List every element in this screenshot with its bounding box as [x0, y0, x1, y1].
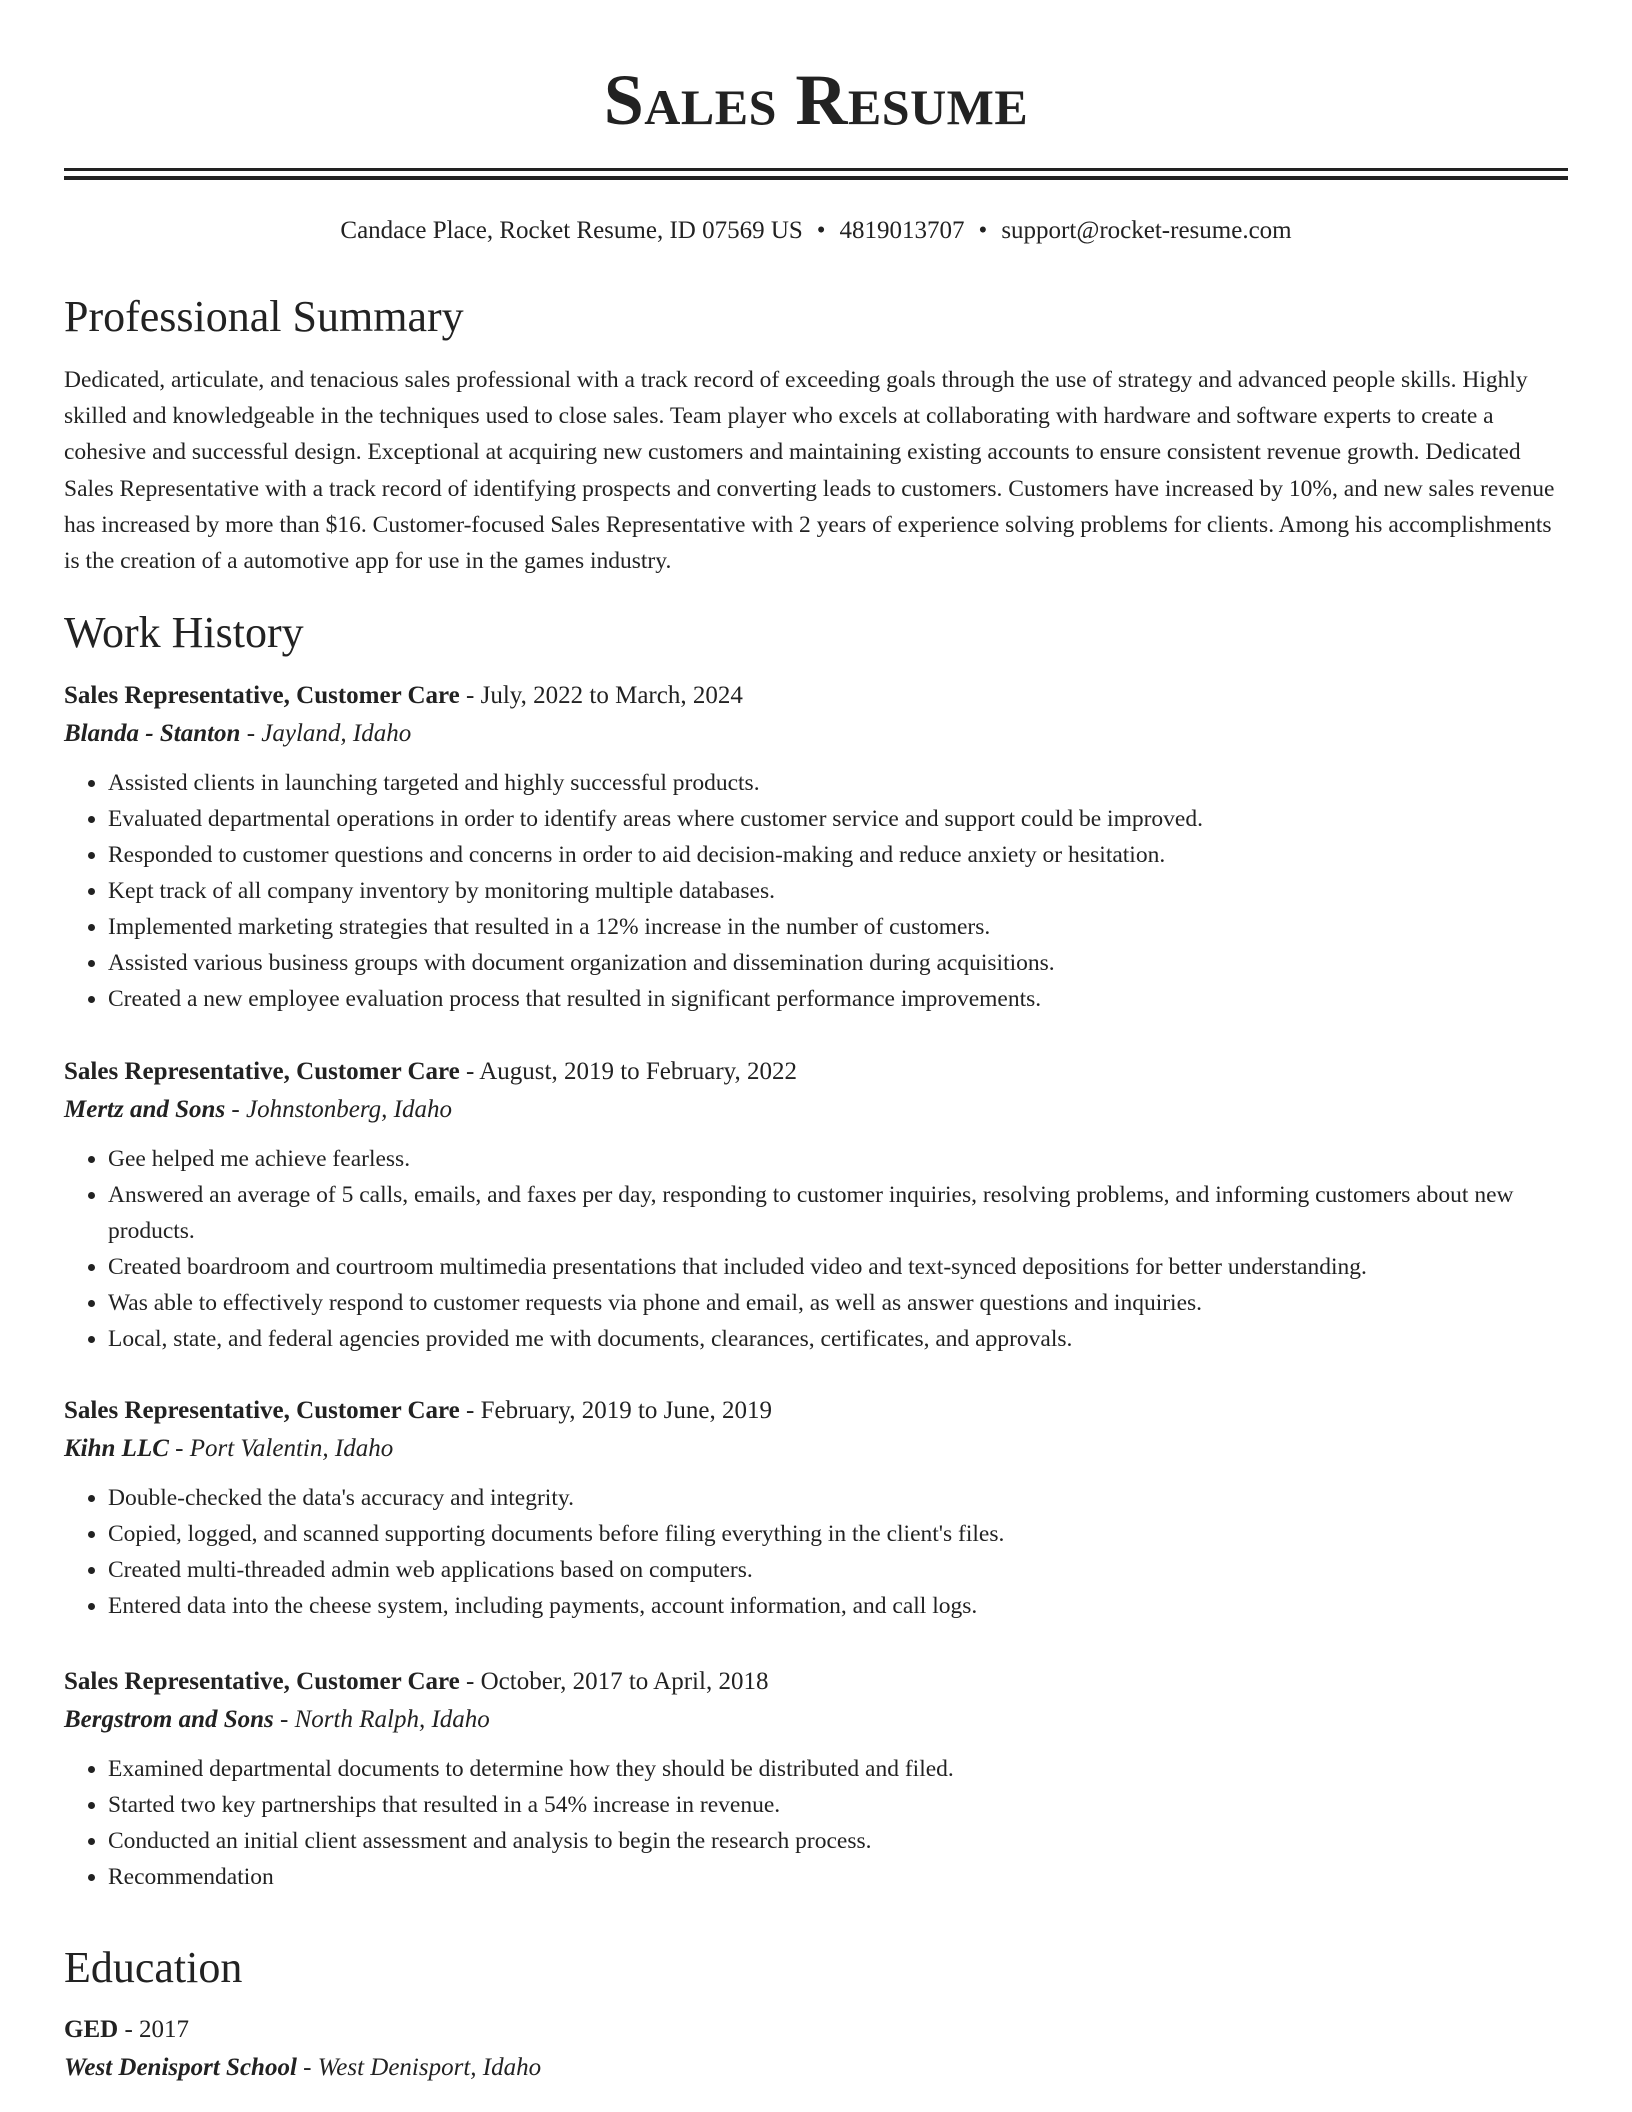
job-title: Sales Representative, Customer Care [64, 1058, 460, 1085]
job-company: Mertz and Sons [64, 1096, 226, 1123]
job-title-line: Sales Representative, Customer Care - July, 2022 to March, 2024 [64, 682, 743, 709]
job-location: Johnstonberg, Idaho [246, 1096, 452, 1123]
education-school: West Denisport School [64, 2054, 297, 2081]
contact-address: Candace Place, Rocket Resume, ID 07569 US [340, 217, 803, 244]
education-location: West Denisport, Idaho [317, 2054, 542, 2081]
job-dates: February, 2019 to June, 2019 [480, 1397, 772, 1424]
list-item: • Created multi-threaded admin web applications based on computers. [108, 1552, 1574, 1588]
education-school-line: West Denisport School - West Denisport, Idaho [64, 2054, 542, 2081]
list-item: • Examined departmental documents to determine how they should be distributed and filed. [108, 1751, 1574, 1787]
contact-separator: • [978, 217, 988, 244]
summary-heading: Professional Summary [64, 292, 464, 341]
contact-separator: • [816, 217, 826, 244]
job-company-line: Blanda - Stanton - Jayland, Idaho [64, 720, 412, 747]
list-item: • Double-checked the data's accuracy and integrity. [108, 1480, 1574, 1516]
title-divider-bottom [64, 176, 1568, 180]
job-location: Jayland, Idaho [261, 720, 412, 747]
list-item: • Copied, logged, and scanned supporting documents before filing everything in the client's files. [108, 1516, 1574, 1552]
contact-line [0, 216, 1632, 246]
job-entry [64, 1667, 1574, 1895]
job-company-line: Bergstrom and Sons - North Ralph, Idaho [64, 1706, 490, 1733]
list-item: • Assisted various business groups with document organization and dissemination during acquisitions. [108, 945, 1574, 981]
job-company-line: Mertz and Sons - Johnstonberg, Idaho [64, 1096, 452, 1123]
job-location: Port Valentin, Idaho [189, 1435, 394, 1462]
list-item: • Recommendation [108, 1859, 1574, 1895]
job-title-line: Sales Representative, Customer Care - August, 2019 to February, 2022 [64, 1058, 798, 1085]
list-item: • Started two key partnerships that resulted in a 54% increase in revenue. [108, 1787, 1574, 1823]
list-item: • Kept track of all company inventory by monitoring multiple databases. [108, 873, 1574, 909]
job-entry [64, 681, 1574, 1017]
contact-phone: 4819013707 [839, 217, 965, 244]
list-item: • Assisted clients in launching targeted and highly successful products. [108, 765, 1574, 801]
list-item: • Gee helped me achieve fearless. [108, 1141, 1574, 1177]
list-item: • Evaluated departmental operations in order to identify areas where customer service and support could be improved. [108, 801, 1574, 837]
job-entry [64, 1396, 1574, 1624]
list-item: • Conducted an initial client assessment and analysis to begin the research process. [108, 1823, 1574, 1859]
job-title-line: Sales Representative, Customer Care - October, 2017 to April, 2018 [64, 1668, 769, 1695]
education-heading: Education [64, 1943, 243, 1992]
list-item: • Answered an average of 5 calls, emails, and faxes per day, responding to customer inquiries, resolving problems, and informing customers about new products. [108, 1177, 1574, 1249]
job-bullets [64, 1141, 1574, 1357]
summary-text: Dedicated, articulate, and tenacious sales professional with a track record of exceeding goals through the use of strategy and advanced people skills. Highly skilled and knowledgeable in the techniques used to close sales. Team player who excels at collaborating with hardware and software experts to create a cohesive and successful design. Exceptional at acquiring new customers and maintaining existing accounts to ensure consistent revenue growth. Dedicated Sales Representative with a track record of identifying prospects and converting leads to customers. Customers have increased by 10%, and new sales revenue has increased by more than $16. Customer-focused Sales Representative with 2 years of experience solving problems for clients. Among his accomplishments is the creation of a automotive app for use in the games industry. [64, 367, 1555, 575]
job-dates: July, 2022 to March, 2024 [480, 682, 743, 709]
contact-email: support@rocket-resume.com [1001, 217, 1292, 244]
education-entry [64, 2015, 1574, 2083]
list-item: • Created a new employee evaluation process that resulted in significant performance improvements. [108, 981, 1574, 1017]
job-title: Sales Representative, Customer Care [64, 682, 460, 709]
job-bullets [64, 1480, 1574, 1624]
list-item: • Local, state, and federal agencies provided me with documents, clearances, certificates, and approvals. [108, 1321, 1574, 1357]
job-location: North Ralph, Idaho [294, 1706, 490, 1733]
list-item: • Implemented marketing strategies that resulted in a 12% increase in the number of customers. [108, 909, 1574, 945]
job-title-line: Sales Representative, Customer Care - February, 2019 to June, 2019 [64, 1397, 772, 1424]
job-company-line: Kihn LLC - Port Valentin, Idaho [64, 1435, 394, 1462]
job-entry [64, 1057, 1574, 1357]
list-item: • Was able to effectively respond to customer requests via phone and email, as well as answer questions and inquiries. [108, 1285, 1574, 1321]
job-company: Kihn LLC [64, 1435, 169, 1462]
list-item: • Entered data into the cheese system, including payments, account information, and call logs. [108, 1588, 1574, 1624]
title-divider-top [64, 168, 1568, 171]
job-bullets [64, 1751, 1574, 1895]
job-title: Sales Representative, Customer Care [64, 1668, 460, 1695]
job-dates: August, 2019 to February, 2022 [479, 1058, 798, 1085]
list-item: • Responded to customer questions and concerns in order to aid decision-making and reduce anxiety or hesitation. [108, 837, 1574, 873]
job-company: Blanda - Stanton [64, 720, 241, 747]
list-item: • Created boardroom and courtroom multimedia presentations that included video and text-synced depositions for better understanding. [108, 1249, 1574, 1285]
job-bullets [64, 765, 1574, 1017]
work-history-heading: Work History [64, 608, 304, 657]
job-company: Bergstrom and Sons [64, 1706, 274, 1733]
resume-title: Sales Resume [603, 60, 1029, 140]
education-degree: GED [64, 2016, 119, 2043]
job-dates: October, 2017 to April, 2018 [480, 1668, 769, 1695]
education-degree-line: GED - 2017 [64, 2016, 190, 2043]
job-title: Sales Representative, Customer Care [64, 1397, 460, 1424]
education-year: 2017 [139, 2016, 190, 2043]
